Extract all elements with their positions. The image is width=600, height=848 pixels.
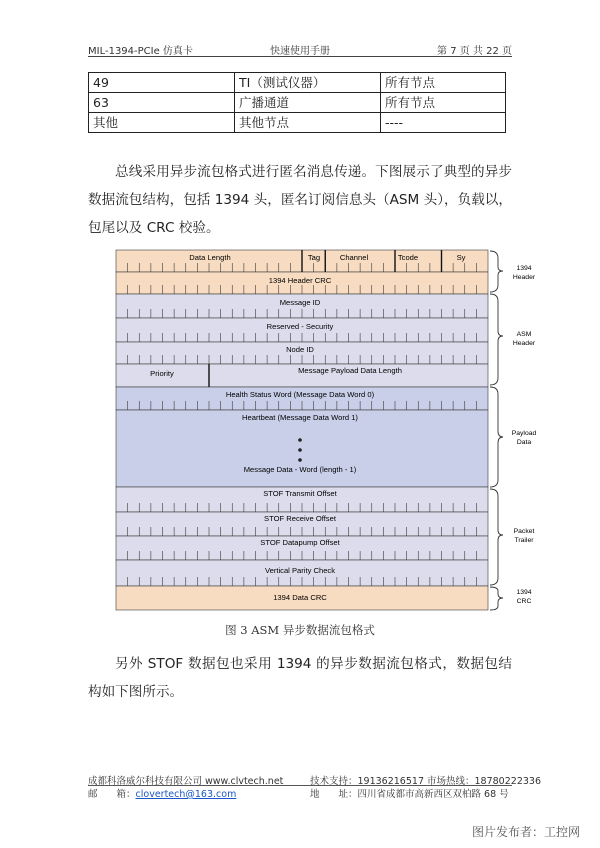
footer-address: 地 址：四川省成都市高新西区双柏路 68 号 (310, 789, 509, 800)
table-cell: 其他节点 (235, 113, 381, 133)
table-cell: ---- (381, 113, 506, 133)
stof-paragraph: 另外 STOF 数据包也采用 1394 的异步数据流包格式，数据包结构如下图所示。 (88, 656, 512, 700)
group-payload-line1: Payload (511, 430, 537, 437)
table-cell: 广播通道 (235, 93, 381, 113)
field-stof-datapump: STOF Datapump Offset (260, 538, 340, 547)
group-asm-header-line1: ASM (516, 331, 532, 338)
field-1394-header-crc: 1394 Header CRC (268, 276, 332, 285)
field-heartbeat: Heartbeat (Message Data Word 1) (242, 413, 358, 422)
footer-support: 技术支持：19136216517 市场热线：18780222336 (310, 776, 541, 787)
field-tag: Tag (307, 253, 321, 262)
field-health-status: Health Status Word (Message Data Word 0) (225, 390, 375, 399)
group-1394-crc-line2: CRC (516, 598, 532, 605)
figure-caption: 图 3 ASM 异步数据流包格式 (225, 623, 375, 637)
header-title: 快速使用手册 (270, 46, 330, 57)
field-reserved-security: Reserved - Security (266, 322, 334, 331)
table-cell: 49 (89, 73, 235, 93)
table-row (89, 93, 506, 113)
field-channel: Channel (339, 253, 369, 262)
field-tcode: Tcode (397, 253, 419, 262)
group-1394-header-line1: 1394 (516, 265, 532, 272)
table-cell: TI（测试仪器） (235, 73, 381, 93)
group-trailer-line2: Trailer (514, 537, 534, 544)
table-cell: 其他 (89, 113, 235, 133)
field-stof-transmit: STOF Transmit Offset (263, 489, 337, 498)
group-trailer-line1: Packet (513, 528, 535, 535)
footer-email (88, 786, 236, 800)
watermark: 图片发布者：工控网 (471, 825, 580, 839)
field-message-data: Message Data - Word (length - 1) (243, 465, 357, 474)
field-priority: Priority (150, 369, 174, 378)
footer-company: 成都科洛威尔科技有限公司 www.clvtech.net (88, 776, 284, 787)
field-vertical-parity: Vertical Parity Check (264, 566, 336, 575)
group-payload-line2: Data (516, 439, 532, 446)
field-stof-receive: STOF Receive Offset (264, 514, 336, 523)
header-product: MIL-1394-PCIe 仿真卡 (88, 46, 193, 57)
page-header (88, 40, 512, 57)
field-message-id: Message ID (279, 298, 321, 307)
table-row (89, 73, 506, 93)
group-1394-crc-line1: 1394 (516, 589, 532, 596)
group-1394-header-line2: Header (512, 274, 536, 281)
table-cell: 63 (89, 93, 235, 113)
intro-paragraph: 总线采用异步流包格式进行匿名消息传递。下图展示了典型的异步数据流包结构，包括 1394 头，匿名订阅信息头（ASM 头），负载以，包尾以及 CRC 校验。 (88, 164, 512, 236)
email-link[interactable]: clovertech@163.com (135, 789, 237, 800)
field-sy: Sy (456, 253, 466, 262)
asm-packet-diagram (112, 248, 542, 612)
table-cell: 所有节点 (381, 73, 506, 93)
field-1394-data-crc: 1394 Data CRC (273, 593, 327, 602)
node-table (88, 72, 506, 133)
field-data-length: Data Length (189, 253, 231, 262)
field-node-id: Node ID (286, 345, 314, 354)
table-row (89, 113, 506, 133)
footer-email-label: 邮 箱： (88, 789, 136, 800)
table-cell: 所有节点 (381, 93, 506, 113)
header-page-number: 第 7 页 共 22 页 (437, 46, 512, 57)
field-payload-length: Message Payload Data Length (298, 366, 402, 375)
group-asm-header-line2: Header (512, 340, 536, 347)
